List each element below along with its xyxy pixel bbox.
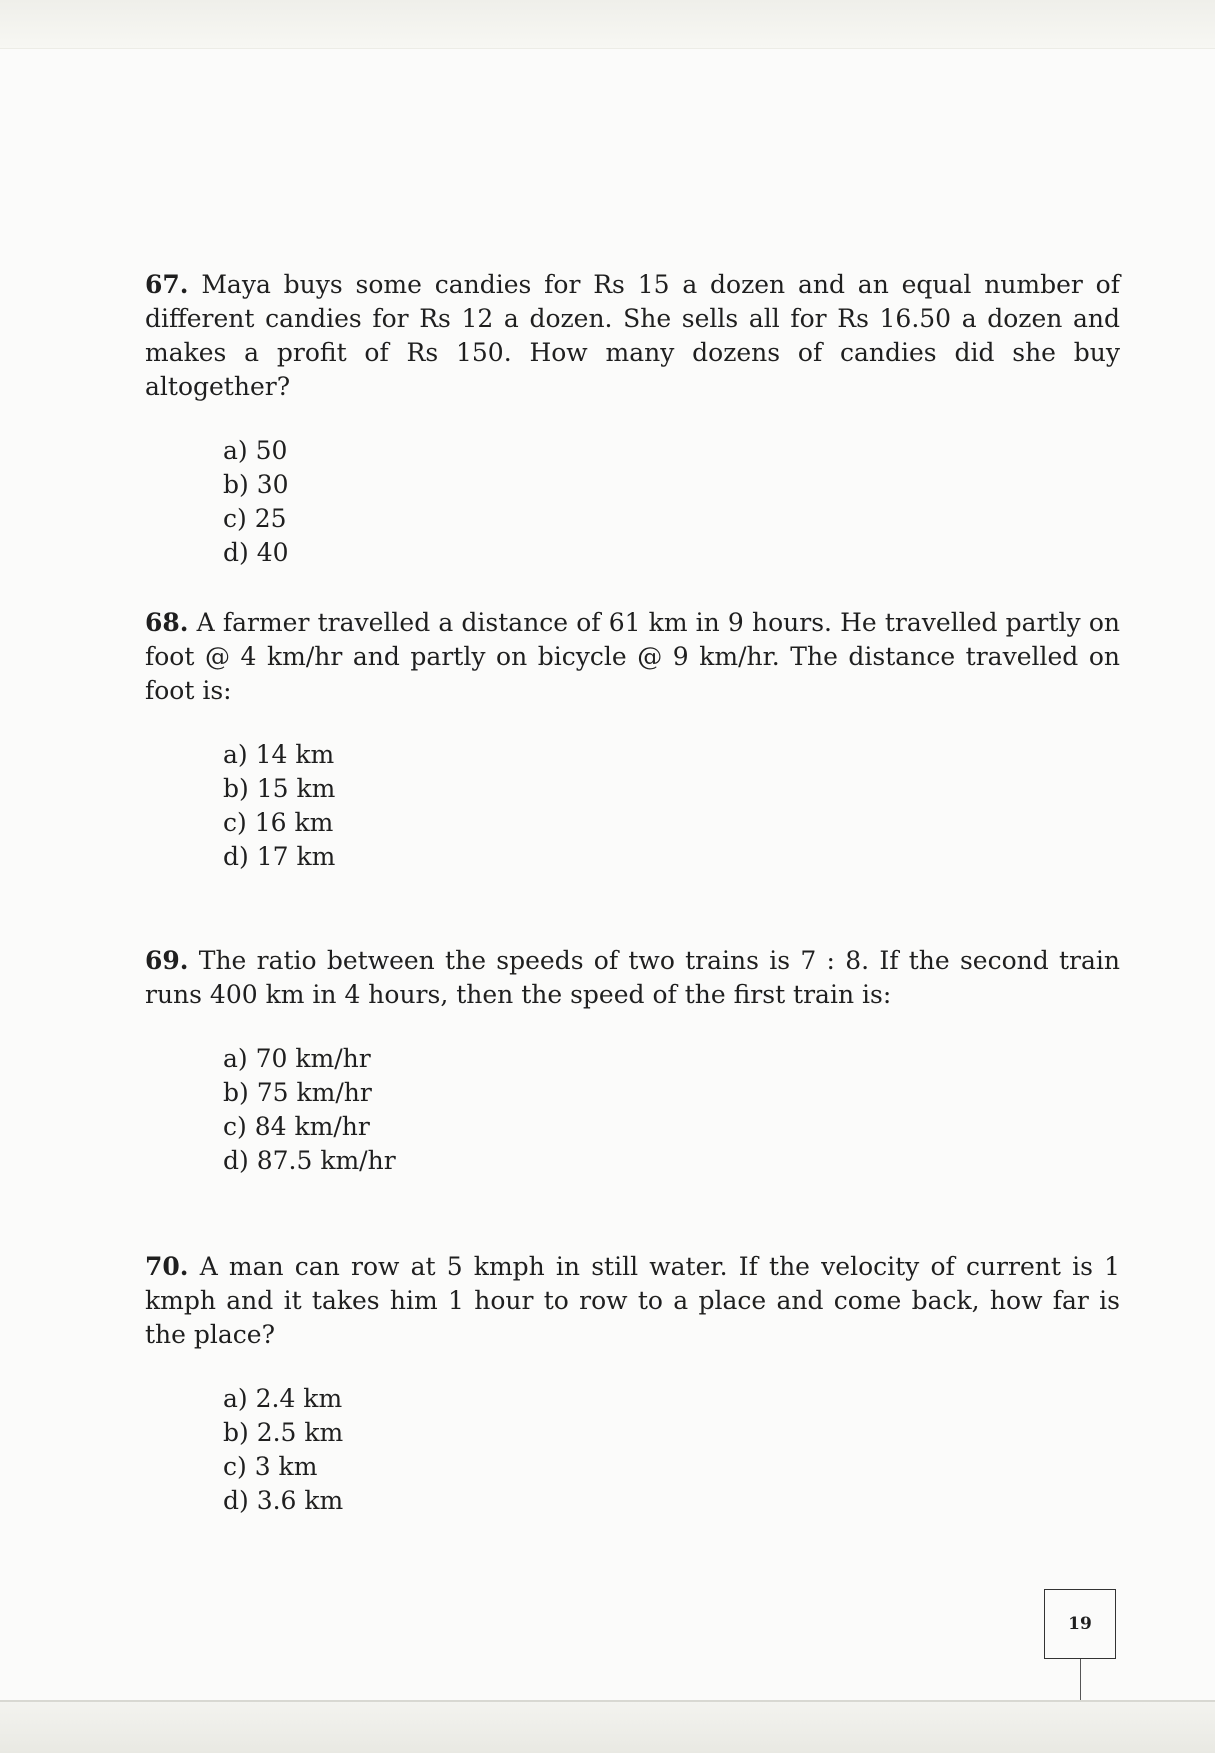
top-scan-strip	[0, 0, 1215, 49]
option-list	[223, 1382, 1120, 1518]
question-body: A farmer travelled a distance of 61 km in 9 hours. He travelled partly on foot @ 4 km/hr and partly on bicycle @ 9 km/hr. The distance travelled on foot is:	[145, 608, 1120, 705]
page-box-tick	[1080, 1659, 1081, 1701]
page-number-box	[1044, 1589, 1116, 1659]
question-text	[145, 944, 1120, 1012]
question-body: The ratio between the speeds of two trains is 7 : 8. If the second train runs 400 km in 4 hours, then the speed of the first train is:	[145, 946, 1120, 1009]
question-number: 67.	[145, 270, 189, 299]
option-d: d) 3.6 km	[223, 1486, 344, 1515]
question-number: 68.	[145, 608, 189, 637]
option-a: a) 2.4 km	[223, 1384, 343, 1413]
option-b: b) 2.5 km	[223, 1418, 344, 1447]
option-b: b) 15 km	[223, 774, 336, 803]
question-text	[145, 268, 1120, 404]
question-70	[145, 1250, 1120, 1518]
question-text	[145, 1250, 1120, 1352]
option-c: c) 3 km	[223, 1452, 318, 1481]
question-68	[145, 606, 1120, 874]
option-d: d) 40	[223, 538, 289, 567]
option-c: c) 25	[223, 504, 287, 533]
option-b: b) 75 km/hr	[223, 1078, 372, 1107]
option-d: d) 17 km	[223, 842, 336, 871]
option-c: c) 84 km/hr	[223, 1112, 370, 1141]
option-list	[223, 738, 1120, 874]
option-d: d) 87.5 km/hr	[223, 1146, 396, 1175]
bottom-scan-strip	[0, 1702, 1215, 1753]
question-69	[145, 944, 1120, 1178]
question-text	[145, 606, 1120, 708]
option-a: a) 14 km	[223, 740, 335, 769]
option-list	[223, 1042, 1120, 1178]
page-number: 19	[1068, 1614, 1092, 1634]
option-b: b) 30	[223, 470, 289, 499]
question-number: 69.	[145, 946, 189, 975]
question-body: Maya buys some candies for Rs 15 a dozen and an equal number of different candies for Rs 12 a dozen. She sells all for Rs 16.50 a dozen and makes a profit of Rs 150. How many dozens of candies did she buy altogether?	[145, 270, 1120, 401]
question-body: A man can row at 5 kmph in still water. If the velocity of current is 1 kmph and it takes him 1 hour to row to a place and come back, how far is the place?	[145, 1252, 1120, 1349]
question-67	[145, 268, 1120, 570]
question-number: 70.	[145, 1252, 189, 1281]
option-a: a) 70 km/hr	[223, 1044, 371, 1073]
option-a: a) 50	[223, 436, 288, 465]
option-c: c) 16 km	[223, 808, 334, 837]
option-list	[223, 434, 1120, 570]
